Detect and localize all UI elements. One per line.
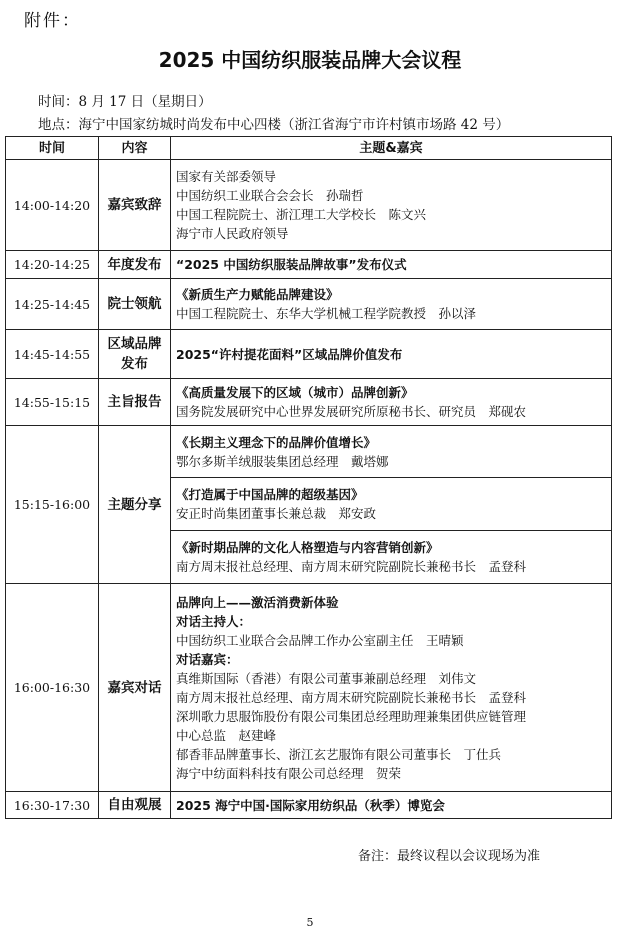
guest-line: 南方周末报社总经理、南方周末研究院副院长兼秘书长 孟登科 [176, 689, 527, 705]
guest-line: 海宁市人民政府领导 [176, 226, 289, 241]
table-row [6, 251, 612, 279]
row-time: 14:20-14:25 [6, 251, 99, 279]
row-time: 14:00-14:20 [6, 160, 99, 251]
agenda-table [5, 136, 612, 819]
row-time: 14:25-14:45 [6, 279, 99, 330]
guests-label: 对话嘉宾： [176, 651, 239, 667]
session-title: 2025“许村提花面料”区域品牌价值发布 [176, 346, 403, 362]
table-row [6, 379, 612, 426]
header-topic: 主题&嘉宾 [171, 137, 612, 160]
row-time: 14:45-14:55 [6, 330, 99, 379]
event-place: 地点：海宁中国家纺城时尚发布中心四楼（浙江省海宁市许村镇市场路 42 号） [38, 117, 510, 133]
row-topic [171, 792, 612, 819]
row-category: 嘉宾对话 [99, 584, 171, 792]
session-title: 《高质量发展下的区域（城市）品牌创新》 [176, 385, 414, 400]
row-category: 年度发布 [99, 251, 171, 279]
row-topic [171, 531, 612, 584]
host-line: 中国纺织工业联合会品牌工作办公室副主任 王晴颖 [176, 632, 464, 648]
session-title: “2025 中国纺织服装品牌故事”发布仪式 [176, 257, 407, 272]
session-title: 《打造属于中国品牌的超级基因》 [176, 487, 364, 502]
speaker-line: 中国工程院院士、东华大学机械工程学院教授 孙以泽 [176, 306, 477, 321]
session-title: 品牌向上——激活消费新体验 [176, 594, 339, 610]
guest-line: 深圳歌力思服饰股份有限公司集团总经理助理兼集团供应链管理 [176, 708, 527, 724]
category-line: 区域品牌 [107, 336, 162, 352]
row-topic [171, 160, 612, 251]
row-category: 嘉宾致辞 [99, 160, 171, 251]
row-category [99, 330, 171, 379]
speaker-line: 南方周末报社总经理、南方周末研究院副院长兼秘书长 孟登科 [176, 559, 527, 574]
speaker-line: 鄂尔多斯羊绒服装集团总经理 戴塔娜 [176, 453, 389, 469]
table-header-row [6, 137, 612, 160]
guest-line: 真维斯国际（香港）有限公司董事兼副总经理 刘伟文 [176, 670, 477, 686]
table-row [6, 792, 612, 819]
session-title: 《新质生产力赋能品牌建设》 [176, 287, 339, 302]
table-row [6, 584, 612, 792]
row-time: 16:00-16:30 [6, 584, 99, 792]
row-topic [171, 426, 612, 478]
row-topic [171, 584, 612, 792]
page-number: 5 [306, 916, 314, 929]
guest-line: 海宁中纺面料科技有限公司总经理 贺荣 [176, 765, 402, 781]
table-row [6, 160, 612, 251]
guest-line: 郁香菲品牌董事长、浙江玄艺服饰有限公司董事长 丁仕兵 [176, 746, 502, 762]
speaker-line: 国务院发展研究中心世界发展研究所原秘书长、研究员 郑砚农 [176, 404, 527, 419]
attachment-label: 附件： [24, 11, 81, 31]
table-row [6, 279, 612, 330]
row-topic [171, 330, 612, 379]
session-title: 2025 海宁中国·国际家用纺织品（秋季）博览会 [176, 797, 445, 813]
row-category: 自由观展 [99, 792, 171, 819]
row-category: 主题分享 [99, 426, 171, 584]
row-category: 主旨报告 [99, 379, 171, 426]
footnote: 备注：最终议程以会议现场为准 [358, 849, 541, 864]
row-category: 院士领航 [99, 279, 171, 330]
guest-line: 国家有关部委领导 [176, 169, 277, 184]
guest-line: 中国纺织工业联合会会长 孙瑞哲 [176, 188, 364, 203]
row-topic [171, 251, 612, 279]
table-row [6, 426, 612, 478]
page-title: 2025 中国纺织服装品牌大会议程 [158, 48, 462, 72]
row-time: 14:55-15:15 [6, 379, 99, 426]
row-topic [171, 478, 612, 531]
row-time: 15:15-16:00 [6, 426, 99, 584]
guest-line: 中国工程院院士、浙江理工大学校长 陈文兴 [176, 207, 427, 222]
row-topic [171, 379, 612, 426]
host-label: 对话主持人： [176, 613, 252, 629]
event-time: 时间：8 月 17 日（星期日） [38, 94, 212, 110]
session-title: 《新时期品牌的文化人格塑造与内容营销创新》 [176, 540, 439, 555]
speaker-line: 安正时尚集团董事长兼总裁 郑安政 [176, 506, 377, 521]
header-content: 内容 [99, 137, 171, 160]
category-line: 发布 [121, 356, 148, 372]
guest-line: 中心总监 赵建峰 [176, 727, 277, 743]
session-title: 《长期主义理念下的品牌价值增长》 [176, 434, 377, 450]
row-topic [171, 279, 612, 330]
row-time: 16:30-17:30 [6, 792, 99, 819]
header-time: 时间 [6, 137, 99, 160]
table-row [6, 330, 612, 379]
